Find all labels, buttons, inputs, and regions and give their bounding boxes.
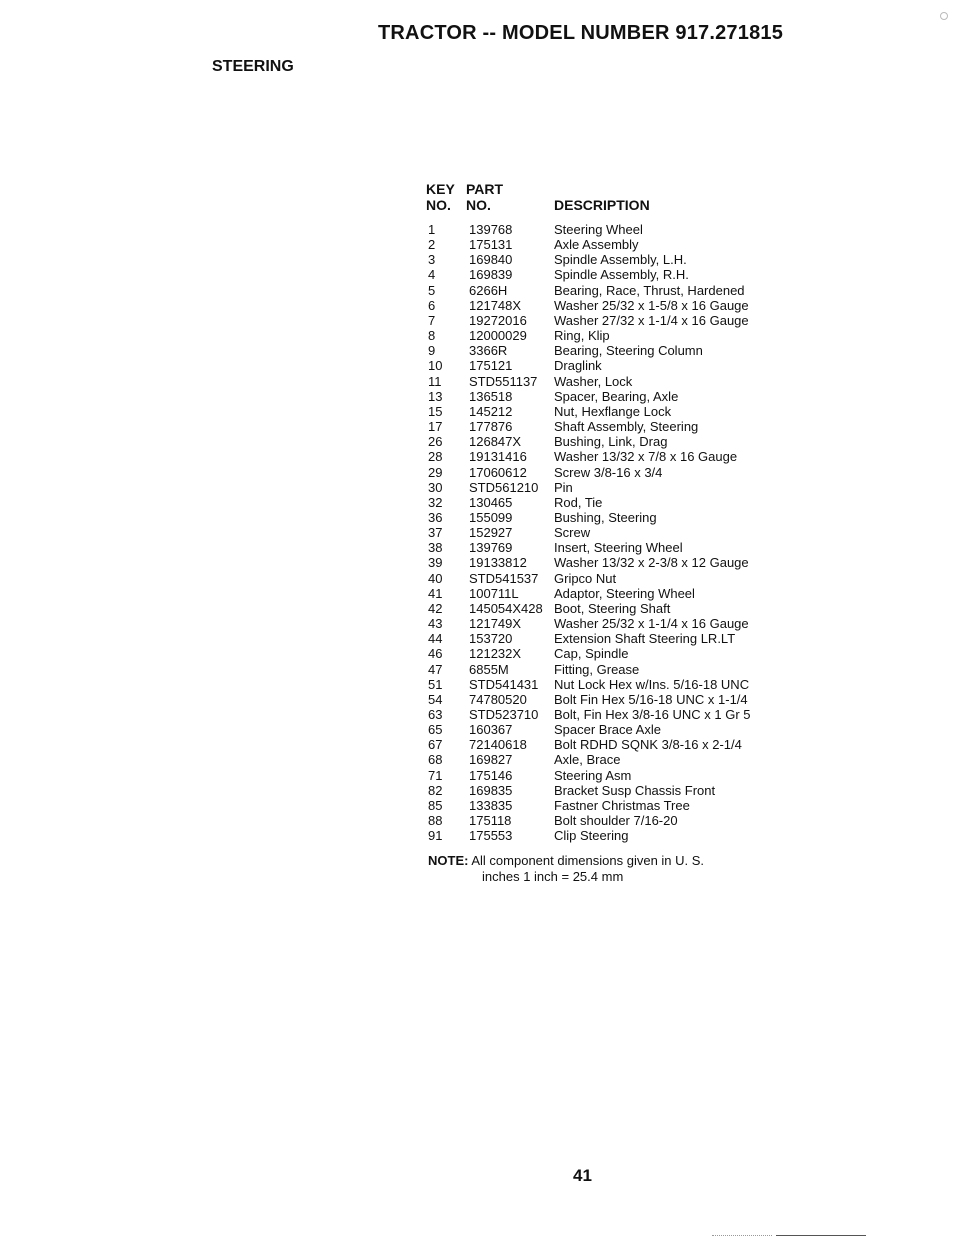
part-description: Insert, Steering Wheel [554,540,683,556]
table-row [426,343,786,358]
key-number: 65 [428,722,443,738]
table-row [426,798,786,813]
key-number: 38 [428,540,443,556]
table-row [426,298,786,313]
part-number: 175146 [469,767,513,783]
note-label: NOTE: [428,853,469,868]
part-number: 169839 [469,267,513,283]
part-description: Bearing, Race, Thrust, Hardened [554,282,745,298]
part-description: Clip Steering [554,828,629,844]
part-description: Washer 13/32 x 7/8 x 16 Gauge [554,449,738,465]
part-description: Washer 25/32 x 1-5/8 x 16 Gauge [554,297,749,313]
table-row [426,646,786,661]
key-number: 44 [428,631,443,647]
column-header-key: KEY [426,181,455,197]
table-row [426,480,786,495]
part-description: Bolt, Fin Hex 3/8-16 UNC x 1 Gr 5 [554,707,751,722]
parts-list [426,222,786,843]
key-number: 3 [428,252,436,268]
part-number: 130465 [469,494,513,510]
part-description: Screw 3/8-16 x 3/4 [554,464,663,480]
part-number: 121749X [469,616,522,632]
part-description: Spacer, Bearing, Axle [554,388,679,404]
part-number: 6266H [469,282,508,298]
part-description: Nut Lock Hex w/Ins. 5/16-18 UNC [554,676,750,692]
part-number: STD541431 [469,676,539,692]
table-row [426,283,786,298]
table-row [426,328,786,343]
part-description: Washer 25/32 x 1-1/4 x 16 Gauge [554,616,749,632]
key-number: 29 [428,464,443,480]
column-header-key-no: NO. [426,197,451,213]
part-description: Screw [554,525,591,541]
part-description: Ring, Klip [554,328,610,344]
part-description: Cap, Spindle [554,646,629,662]
key-number: 37 [428,525,443,541]
part-description: Bolt shoulder 7/16-20 [554,813,678,829]
part-number: 12000029 [469,328,527,344]
key-number: 8 [428,328,436,344]
key-number: 42 [428,600,443,616]
table-row [426,237,786,252]
key-number: 91 [428,828,443,844]
table-row [426,555,786,570]
part-number: 177876 [469,419,513,435]
part-number: 19131416 [469,449,527,465]
part-number: 169835 [469,782,513,798]
part-description: Bushing, Link, Drag [554,434,668,450]
key-number: 4 [428,267,436,283]
table-row [426,374,786,389]
part-number: 139768 [469,222,513,237]
part-number: 155099 [469,509,513,525]
part-number: 153720 [469,631,513,647]
part-description: Spindle Assembly, L.H. [554,252,687,268]
part-number: 175121 [469,358,513,374]
part-number: 145212 [469,403,513,419]
key-number: 6 [428,297,436,313]
key-number: 32 [428,494,443,510]
table-row [426,813,786,828]
key-number: 15 [428,403,443,419]
key-number: 40 [428,570,443,586]
part-number: 175131 [469,237,513,253]
key-number: 2 [428,237,436,253]
part-description: Axle Assembly [554,237,639,253]
part-description: Bearing, Steering Column [554,343,703,359]
table-row [426,692,786,707]
table-row [426,540,786,555]
part-number: STD541537 [469,570,539,586]
part-number: 74780520 [469,691,527,707]
page-title: TRACTOR -- MODEL NUMBER 917.271815 [378,22,784,44]
section-heading: STEERING [212,58,294,75]
part-description: Fastner Christmas Tree [554,797,690,813]
part-number: STD551137 [469,373,538,389]
part-number: STD561210 [469,479,539,495]
part-description: Extension Shaft Steering LR.LT [554,631,736,647]
part-description: Rod, Tie [554,494,603,510]
table-row [426,571,786,586]
part-description: Fitting, Grease [554,661,640,677]
table-row [426,222,786,237]
part-description: Washer, Lock [554,373,633,389]
table-row [426,495,786,510]
part-description: Axle, Brace [554,752,621,768]
part-number: 126847X [469,434,522,450]
table-row [426,722,786,737]
part-number: 145054X428 [469,600,543,616]
table-row [426,631,786,646]
table-row [426,510,786,525]
key-number: 5 [428,282,436,298]
key-number: 13 [428,388,443,404]
table-row [426,313,786,328]
bottom-rule [776,1235,866,1236]
part-number: 19133812 [469,555,527,571]
part-description: Pin [554,479,573,495]
part-description: Washer 13/32 x 2-3/8 x 12 Gauge [554,555,749,571]
key-number: 26 [428,434,443,450]
part-description: Shaft Assembly, Steering [554,419,699,435]
key-number: 7 [428,312,436,328]
part-number: 17060612 [469,464,527,480]
part-number: 6855M [469,661,509,677]
table-row [426,358,786,373]
key-number: 30 [428,479,443,495]
key-number: 88 [428,813,443,829]
part-number: 121748X [469,297,522,313]
part-number: 3366R [469,343,508,359]
key-number: 41 [428,585,443,601]
part-description: Boot, Steering Shaft [554,600,671,616]
column-header-part-no: NO. [466,197,491,213]
key-number: 43 [428,616,443,632]
key-number: 11 [428,373,442,389]
key-number: 1 [428,222,436,237]
note-text-line1: All component dimensions given in U. S. [471,853,705,868]
part-number: 19272016 [469,312,527,328]
table-row [426,737,786,752]
part-number: 100711L [469,585,519,601]
table-row [426,525,786,540]
key-number: 47 [428,661,443,677]
part-description: Nut, Hexflange Lock [554,403,672,419]
table-row [426,828,786,843]
key-number: 68 [428,752,443,768]
key-number: 85 [428,797,443,813]
note-text-line2: inches 1 inch = 25.4 mm [482,869,624,884]
scan-mark [940,12,948,20]
part-description: Steering Wheel [554,222,643,237]
part-number: 121232X [469,646,522,662]
table-row [426,662,786,677]
table-row [426,752,786,767]
key-number: 10 [428,358,443,374]
table-row [426,586,786,601]
part-number: 133835 [469,797,513,813]
part-number: 169840 [469,252,513,268]
part-description: Draglink [554,358,602,374]
part-description: Bolt Fin Hex 5/16-18 UNC x 1-1/4 [554,691,748,707]
column-header-part: PART [466,181,504,197]
part-number: 160367 [469,722,513,738]
key-number: 46 [428,646,443,662]
part-number: 152927 [469,525,513,541]
table-row [426,404,786,419]
table-row [426,616,786,631]
page-number: 41 [573,1166,592,1185]
key-number: 9 [428,343,436,359]
part-description: Gripco Nut [554,570,617,586]
key-number: 63 [428,707,443,722]
key-number: 51 [428,676,443,692]
part-number: 175553 [469,828,513,844]
table-row [426,252,786,267]
table-row [426,434,786,449]
table-row [426,601,786,616]
key-number: 71 [428,767,443,783]
table-row [426,465,786,480]
part-description: Bracket Susp Chassis Front [554,782,716,798]
part-number: 72140618 [469,737,527,753]
scan-artifact-dots [712,1235,772,1237]
key-number: 39 [428,555,443,571]
column-header-description: DESCRIPTION [554,197,650,213]
part-description: Spacer Brace Axle [554,722,661,738]
key-number: 54 [428,691,443,707]
table-row [426,267,786,282]
table-row [426,419,786,434]
table-row [426,783,786,798]
key-number: 17 [428,419,443,435]
key-number: 28 [428,449,443,465]
part-number: 175118 [469,813,512,829]
part-number: 139769 [469,540,513,556]
part-description: Bushing, Steering [554,509,657,525]
key-number: 82 [428,782,443,798]
part-number: 136518 [469,388,513,404]
part-description: Spindle Assembly, R.H. [554,267,689,283]
key-number: 36 [428,509,443,525]
part-description: Bolt RDHD SQNK 3/8-16 x 2-1/4 [554,737,742,753]
note [428,853,704,869]
part-number: 169827 [469,752,513,768]
key-number: 67 [428,737,443,753]
table-row [426,677,786,692]
part-description: Washer 27/32 x 1-1/4 x 16 Gauge [554,312,749,328]
table-row [426,768,786,783]
table-row [426,449,786,464]
table-row [426,389,786,404]
part-number: STD523710 [469,707,539,722]
part-description: Adaptor, Steering Wheel [554,585,695,601]
part-description: Steering Asm [554,767,632,783]
table-row [426,707,786,722]
